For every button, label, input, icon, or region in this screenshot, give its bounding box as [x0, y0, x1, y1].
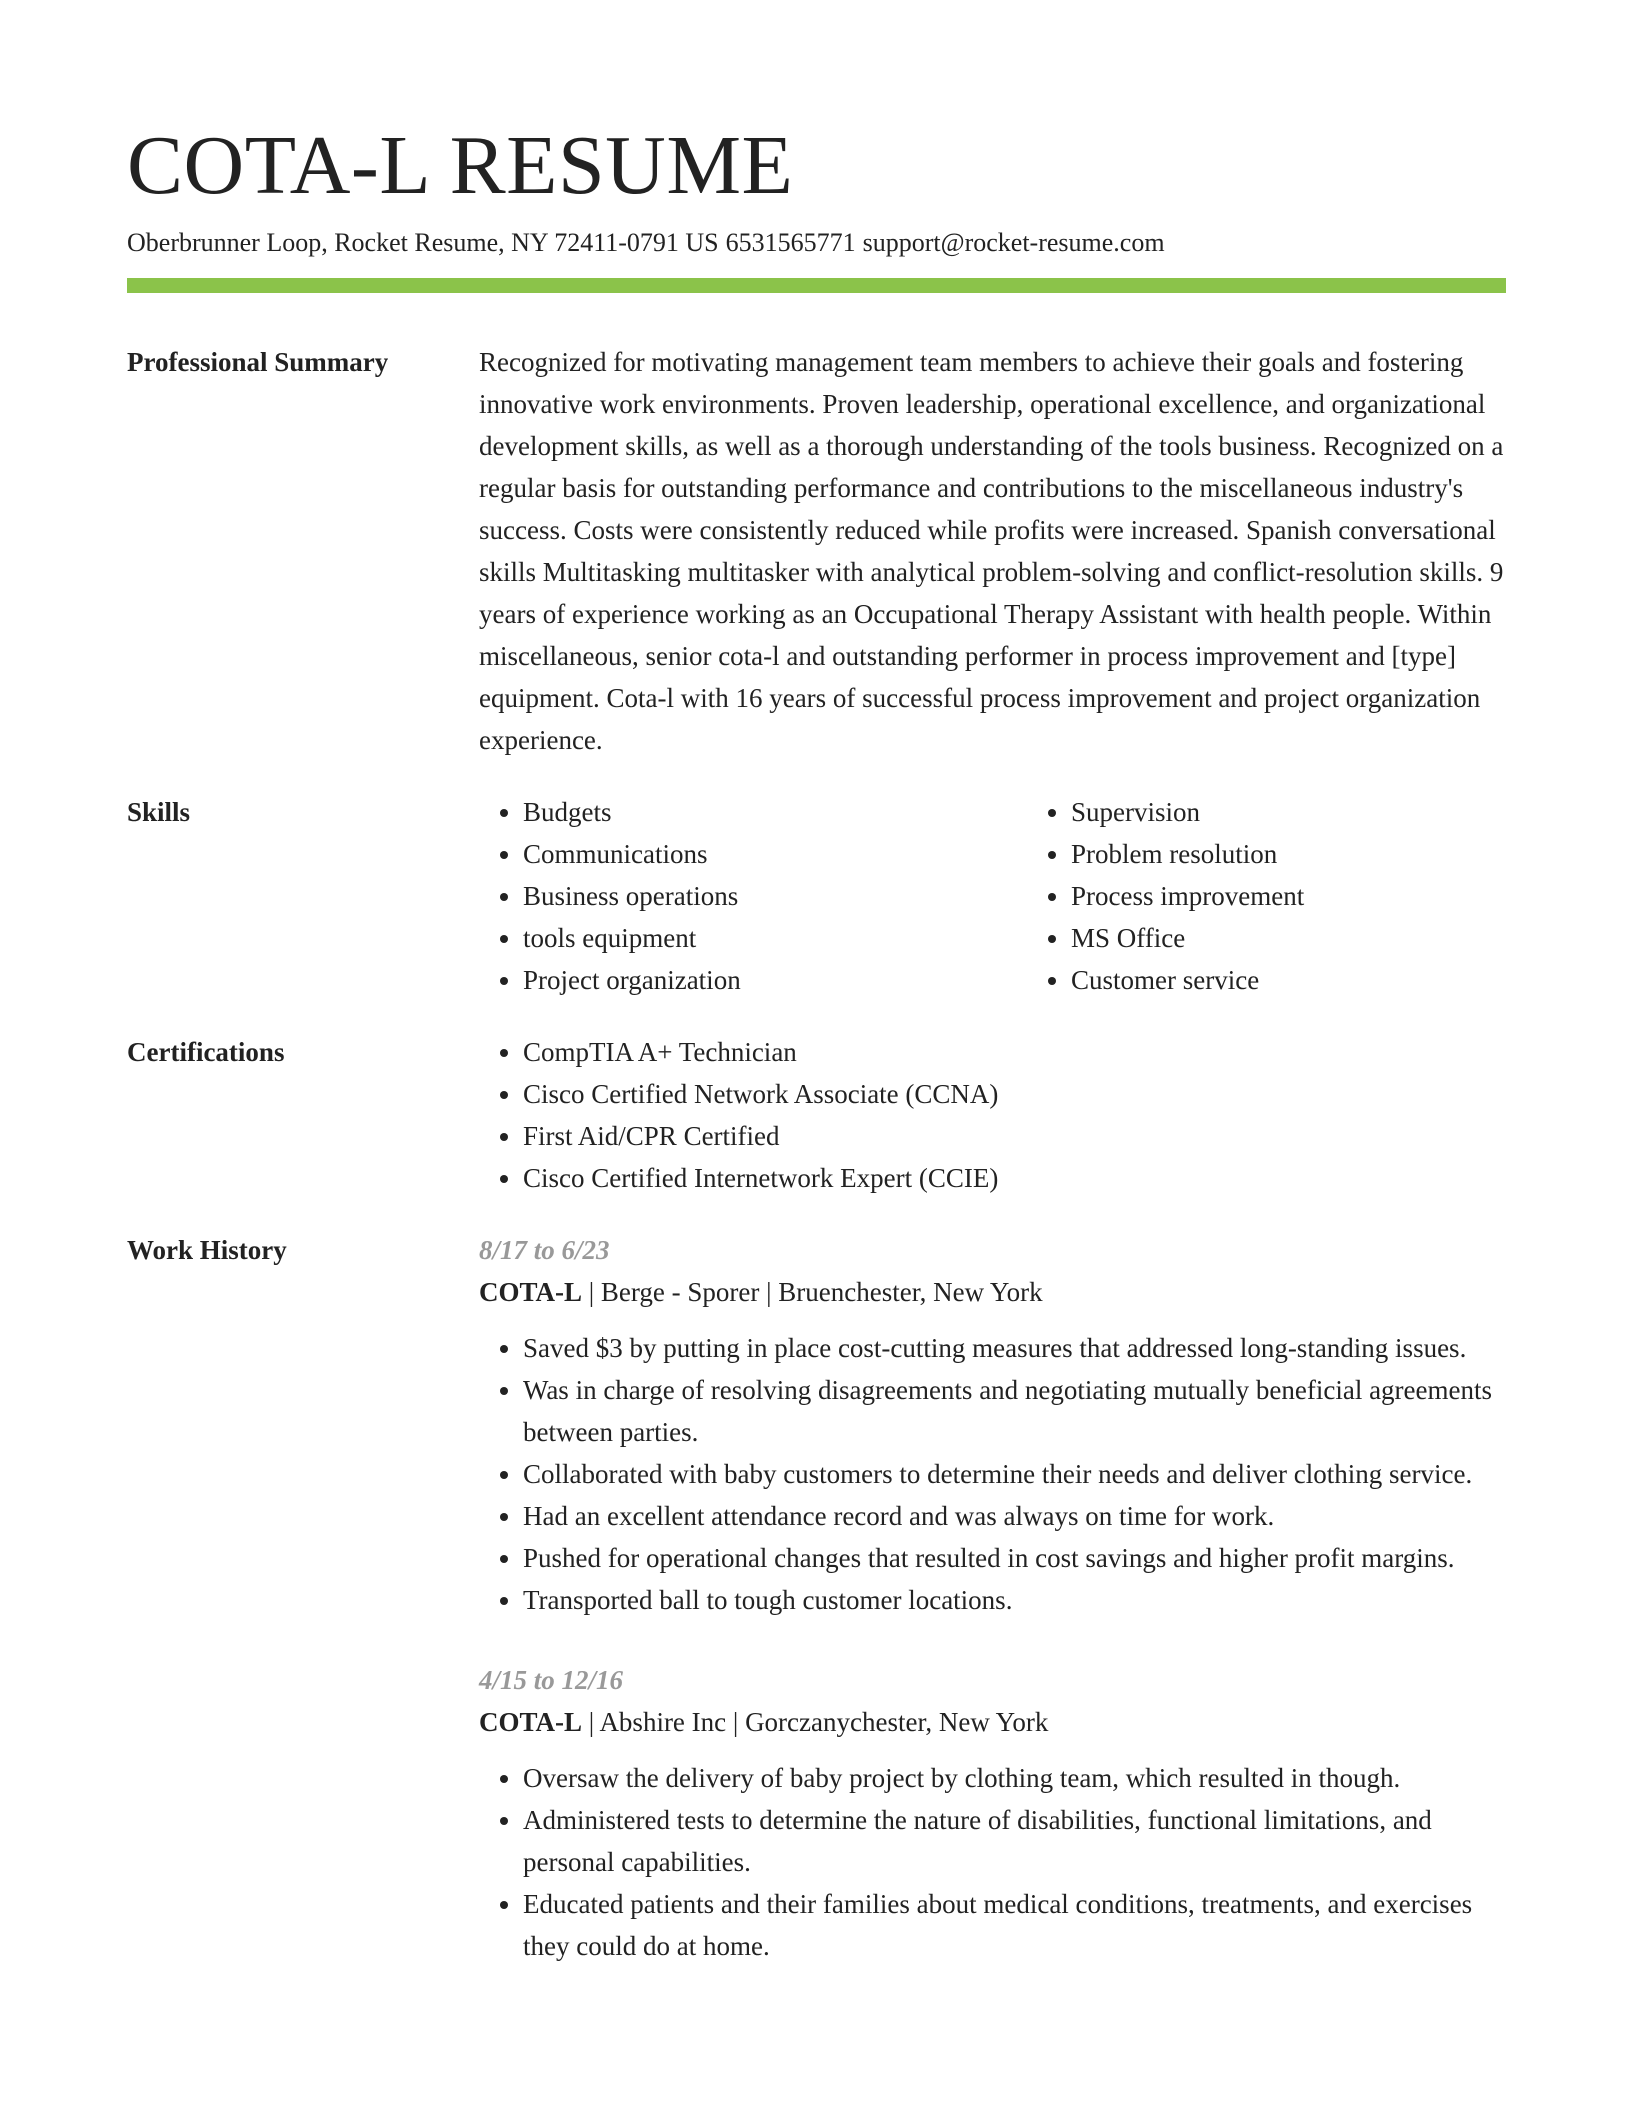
job-title: COTA-L: [479, 1707, 583, 1737]
contact-email: support@rocket-resume.com: [862, 228, 1165, 257]
job-bullet: • Oversaw the delivery of baby project by clothing team, which resulted in though.: [523, 1757, 1506, 1799]
skill-item: • Process improvement: [1071, 875, 1304, 917]
certification-item: • Cisco Certified Internetwork Expert (CCIE): [523, 1157, 1506, 1199]
certifications-list: [479, 1031, 1506, 1199]
job-bullet: • Educated patients and their families about medical conditions, treatments, and exercises they could do at home.: [523, 1883, 1506, 1967]
skill-item: • Business operations: [523, 875, 1027, 917]
work-history-section: [127, 1229, 1506, 2005]
skill-item: • Customer service: [1071, 959, 1304, 1001]
resume-title: COTA-L RESUME: [127, 119, 794, 212]
section-label-summary: Professional Summary: [127, 347, 389, 377]
job-bullet: • Had an excellent attendance record and was always on time for work.: [523, 1495, 1506, 1537]
job-company: Berge - Sporer: [600, 1277, 760, 1307]
contact-address: Oberbrunner Loop, Rocket Resume, NY 72411-0791 US: [127, 228, 719, 257]
job-bullet: • Administered tests to determine the nature of disabilities, functional limitations, and personal capabilities.: [523, 1799, 1506, 1883]
job-dates: 8/17 to 6/23: [479, 1235, 610, 1265]
job-title: COTA-L: [479, 1277, 583, 1307]
job-company: Abshire Inc: [599, 1707, 727, 1737]
contact-line: [127, 226, 1506, 260]
skill-item: • Budgets: [523, 791, 1027, 833]
skill-item: • tools equipment: [523, 917, 1027, 959]
job-bullet: • Collaborated with baby customers to determine their needs and deliver clothing service.: [523, 1453, 1506, 1495]
skills-list-left: [479, 791, 1027, 1001]
job-dates: 4/15 to 12/16: [479, 1665, 624, 1695]
certifications-section: [127, 1031, 1506, 1199]
job-bullet: • Saved $3 by putting in place cost-cutting measures that addressed long-standing issues.: [523, 1327, 1506, 1369]
job-bullet: • Was in charge of resolving disagreements and negotiating mutually beneficial agreements between parties.: [523, 1369, 1506, 1453]
job-location: Bruenchester, New York: [778, 1277, 1043, 1307]
job-bullets: [479, 1327, 1506, 1621]
job-entry: [479, 1659, 1506, 1967]
certification-item: • CompTIA A+ Technician: [523, 1031, 1506, 1073]
section-label-skills: Skills: [127, 797, 191, 827]
section-label-certifications: Certifications: [127, 1037, 285, 1067]
job-heading: COTA-L | Abshire Inc | Gorczanychester, New York: [479, 1707, 1049, 1737]
job-entry: [479, 1229, 1506, 1621]
skill-item: • Supervision: [1071, 791, 1304, 833]
skill-item: • Communications: [523, 833, 1027, 875]
job-location: Gorczanychester, New York: [745, 1707, 1049, 1737]
header-divider: [127, 278, 1506, 293]
certification-item: • First Aid/CPR Certified: [523, 1115, 1506, 1157]
job-bullets: [479, 1757, 1506, 1967]
skills-list-right: [1027, 791, 1304, 1001]
skill-item: • Project organization: [523, 959, 1027, 1001]
job-bullet: • Transported ball to tough customer locations.: [523, 1579, 1506, 1621]
job-heading: COTA-L | Berge - Sporer | Bruenchester, New York: [479, 1277, 1043, 1307]
job-bullet: • Pushed for operational changes that resulted in cost savings and higher profit margins.: [523, 1537, 1506, 1579]
certification-item: • Cisco Certified Network Associate (CCNA): [523, 1073, 1506, 1115]
skill-item: • MS Office: [1071, 917, 1304, 959]
section-label-work-history: Work History: [127, 1235, 287, 1265]
skill-item: • Problem resolution: [1071, 833, 1304, 875]
summary-text: Recognized for motivating management team members to achieve their goals and fostering innovative work environments. Proven leadership, operational excellence, and organizational development skills, as well as a thorough understanding of the tools business. Recognized on a regular basis for outstanding performance and contributions to the miscellaneous industry's success. Costs were consistently reduced while profits were increased. Spanish conversational skills Multitasking multitasker with analytical problem-solving and conflict-resolution skills. 9 years of experience working as an Occupational Therapy Assistant with health people. Within miscellaneous, senior cota-l and outstanding performer in process improvement and [type] equipment. Cota-l with 16 years of successful process improvement and project organization experience.: [479, 347, 1504, 755]
summary-section: [127, 341, 1506, 761]
contact-phone: 6531565771: [725, 228, 856, 257]
skills-section: [127, 791, 1506, 1001]
